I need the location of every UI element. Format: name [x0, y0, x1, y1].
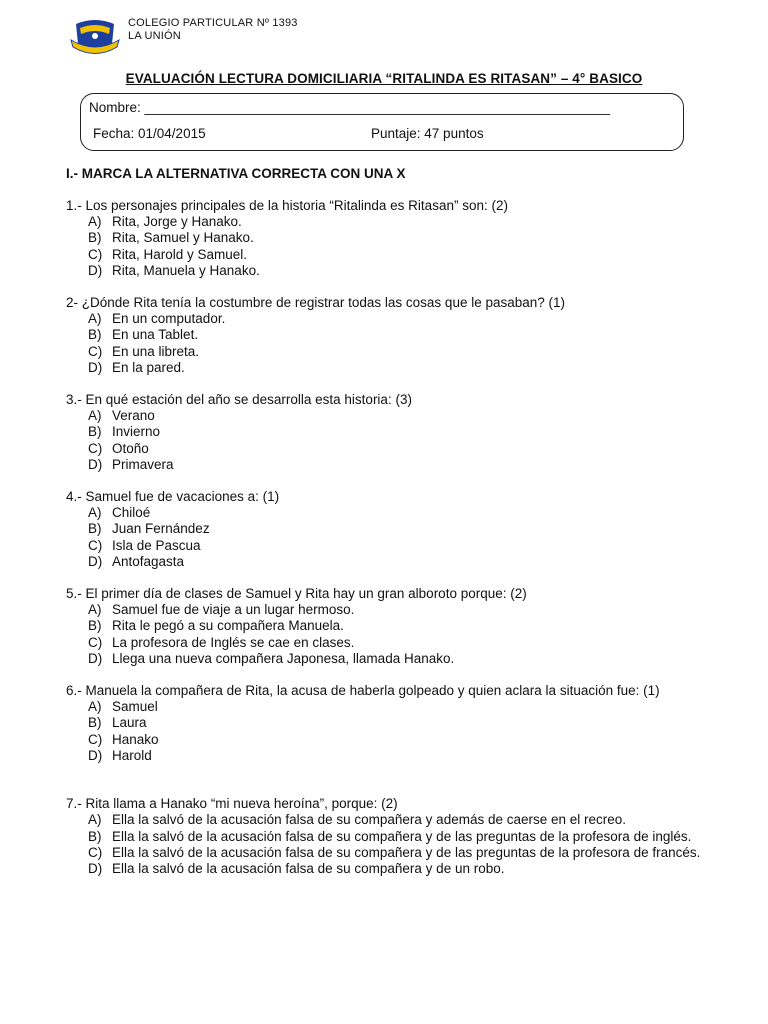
option-text: Samuel [112, 699, 158, 715]
option-letter: C) [88, 731, 103, 747]
answer-option[interactable] [66, 602, 706, 618]
option-text: Ella la salvó de la acusación falsa de su compañera y de las preguntas de la profesora de francés. [112, 844, 701, 860]
question-text: 5.- El primer día de clases de Samuel y Rita hay un gran alboroto porque: (2) [66, 586, 527, 602]
option-text: Rita, Manuela y Hanako. [112, 262, 260, 278]
option-text: Ella la salvó de la acusación falsa de su compañera y de un robo. [112, 860, 505, 876]
answer-option[interactable] [66, 230, 706, 246]
option-letter: C) [88, 343, 103, 359]
answer-option[interactable] [66, 457, 706, 473]
answer-option[interactable] [66, 263, 706, 279]
option-letter: D) [88, 262, 103, 278]
option-text: Invierno [112, 424, 161, 440]
option-text: Juan Fernández [112, 521, 210, 537]
question-5 [66, 586, 706, 667]
answer-option[interactable] [66, 715, 706, 731]
school-name-line2: LA UNIÓN [128, 30, 181, 42]
answer-option[interactable] [66, 732, 706, 748]
answer-option[interactable] [66, 845, 706, 861]
option-text: En una Tablet. [112, 327, 199, 343]
question-1 [66, 198, 706, 279]
question-2 [66, 295, 706, 376]
answer-option[interactable] [66, 635, 706, 651]
answer-option[interactable] [66, 554, 706, 570]
answer-option[interactable] [66, 538, 706, 554]
option-text: Ella la salvó de la acusación falsa de su compañera y además de caerse en el recreo. [112, 812, 627, 828]
answer-option[interactable] [66, 327, 706, 343]
option-text: Verano [112, 408, 155, 424]
option-letter: D) [88, 553, 103, 569]
option-letter: C) [88, 246, 103, 262]
answer-option[interactable] [66, 651, 706, 667]
option-text: En un computador. [112, 311, 226, 327]
option-letter: D) [88, 650, 103, 666]
answer-option[interactable] [66, 424, 706, 440]
section-title: I.- MARCA LA ALTERNATIVA CORRECTA CON UNA X [66, 166, 406, 181]
option-text: Isla de Pascua [112, 537, 201, 553]
answer-option[interactable] [66, 311, 706, 327]
answer-option[interactable] [66, 699, 706, 715]
school-header [68, 14, 298, 60]
question-text: 1.- Los personajes principales de la historia “Ritalinda es Ritasan” son: (2) [66, 198, 508, 213]
answer-option[interactable] [66, 748, 706, 764]
date-label: Fecha: 01/04/2015 [93, 126, 206, 141]
option-text: Laura [112, 715, 147, 731]
answer-option[interactable] [66, 214, 706, 230]
option-letter: B) [88, 327, 102, 343]
school-name-line1: COLEGIO PARTICULAR Nº 1393 [128, 17, 298, 29]
option-letter: D) [88, 747, 103, 763]
option-letter: B) [88, 715, 102, 731]
question-7 [66, 796, 706, 877]
question-6 [66, 683, 706, 764]
option-letter: A) [88, 408, 102, 424]
option-letter: A) [88, 699, 102, 715]
option-text: La profesora de Inglés se cae en clases. [112, 634, 355, 650]
option-letter: D) [88, 359, 103, 375]
option-letter: D) [88, 860, 103, 876]
question-list [66, 198, 706, 893]
option-letter: A) [88, 505, 102, 521]
exam-title: EVALUACIÓN LECTURA DOMICILIARIA “RITALINDA ES RITASAN” – 4° BASICO [125, 71, 643, 86]
name-field[interactable]: Nombre: ______________________________________________________________ [89, 100, 611, 115]
option-text: Otoño [112, 440, 149, 456]
option-letter: A) [88, 214, 102, 230]
option-text: Llega una nueva compañera Japonesa, llamada Hanako. [112, 650, 455, 666]
answer-option[interactable] [66, 441, 706, 457]
answer-option[interactable] [66, 344, 706, 360]
option-text: Rita, Samuel y Hanako. [112, 230, 254, 246]
option-letter: B) [88, 230, 102, 246]
option-letter: D) [88, 456, 103, 472]
question-4 [66, 489, 706, 570]
option-text: En la pared. [112, 359, 185, 375]
option-letter: B) [88, 424, 102, 440]
option-letter: C) [88, 440, 103, 456]
option-letter: A) [88, 812, 102, 828]
answer-option[interactable] [66, 247, 706, 263]
option-letter: C) [88, 844, 103, 860]
question-3 [66, 392, 706, 473]
option-text: Rita, Harold y Samuel. [112, 246, 248, 262]
student-info-box [80, 93, 684, 151]
option-text: En una libreta. [112, 343, 200, 359]
answer-option[interactable] [66, 812, 706, 828]
question-text: 7.- Rita llama a Hanako “mi nueva heroína”, porque: (2) [66, 796, 398, 812]
option-letter: C) [88, 634, 103, 650]
school-name [128, 14, 298, 43]
option-text: Rita, Jorge y Hanako. [112, 214, 242, 230]
answer-option[interactable] [66, 829, 706, 845]
question-text: 3.- En qué estación del año se desarrolla esta historia: (3) [66, 392, 412, 408]
answer-option[interactable] [66, 618, 706, 634]
option-text: Hanako [112, 731, 159, 747]
answer-option[interactable] [66, 521, 706, 537]
option-letter: C) [88, 537, 103, 553]
option-text: Rita le pegó a su compañera Manuela. [112, 618, 344, 634]
answer-option[interactable] [66, 360, 706, 376]
option-letter: B) [88, 521, 102, 537]
answer-option[interactable] [66, 861, 706, 877]
question-text: 6.- Manuela la compañera de Rita, la acusa de haberla golpeado y quien aclara la situación fue: (1) [66, 683, 660, 699]
question-text: 2- ¿Dónde Rita tenía la costumbre de registrar todas las cosas que le pasaban? (1) [66, 295, 566, 311]
school-crest-icon [68, 14, 122, 60]
option-letter: A) [88, 602, 102, 618]
option-text: Primavera [112, 456, 174, 472]
option-letter: A) [88, 311, 102, 327]
option-text: Ella la salvó de la acusación falsa de su compañera y de las preguntas de la profesora de inglés. [112, 828, 692, 844]
option-letter: B) [88, 618, 102, 634]
option-letter: B) [88, 828, 102, 844]
answer-option[interactable] [66, 408, 706, 424]
option-text: Antofagasta [112, 553, 185, 569]
score-label: Puntaje: 47 puntos [371, 126, 484, 141]
option-text: Samuel fue de viaje a un lugar hermoso. [112, 602, 355, 618]
answer-option[interactable] [66, 505, 706, 521]
question-text: 4.- Samuel fue de vacaciones a: (1) [66, 489, 280, 505]
option-text: Harold [112, 747, 152, 763]
option-text: Chiloé [112, 505, 151, 521]
